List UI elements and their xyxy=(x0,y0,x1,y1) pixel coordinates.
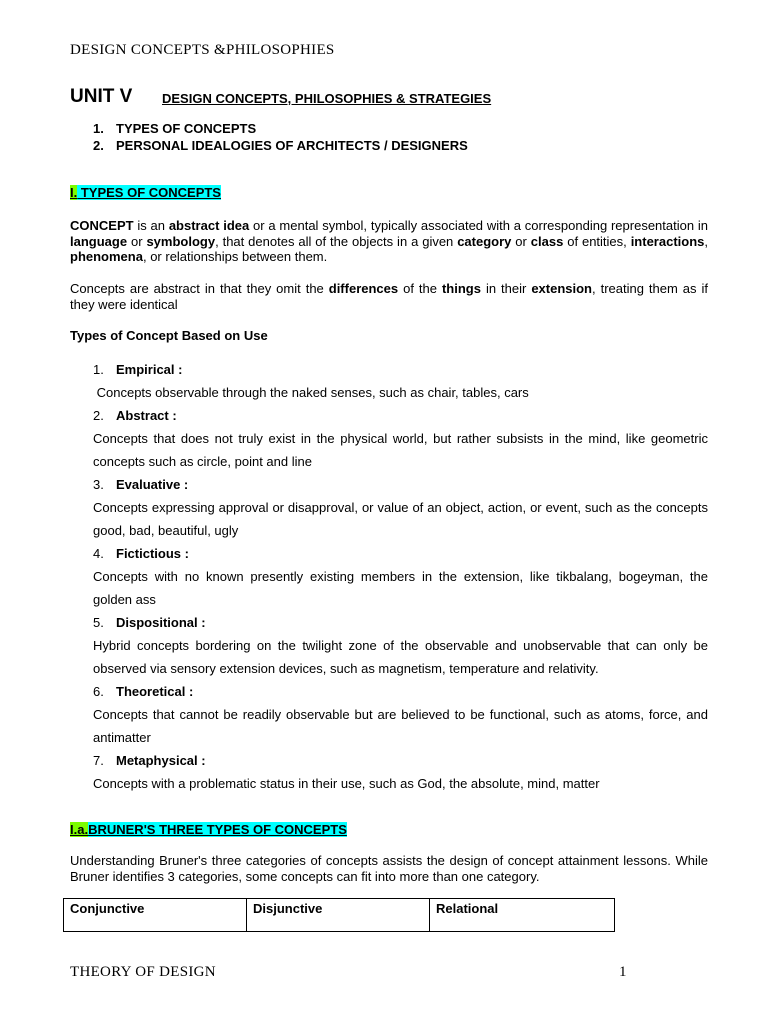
list-item-title: Empirical : xyxy=(116,362,183,377)
toc-item-text: PERSONAL IDEALOGIES OF ARCHITECTS / DESIGNERS xyxy=(116,137,468,153)
section-title: TYPES OF CONCEPTS xyxy=(77,185,221,200)
table-header-cell: Disjunctive xyxy=(247,899,430,931)
text-run: of the xyxy=(398,281,442,296)
text-run: phenomena xyxy=(70,249,143,264)
list-item-title: Fictictious : xyxy=(116,546,189,561)
list-item-heading xyxy=(93,404,708,427)
unit-title: DESIGN CONCEPTS, PHILOSOPHIES & STRATEGIES xyxy=(162,91,492,106)
text-run: symbology xyxy=(146,233,216,249)
text-run: of entities, xyxy=(563,233,631,249)
list-item-description: Hybrid concepts bordering on the twilight zone of the observable and unobservable that can only be observed via sensory extension devices, such as magnetism, temperature and relativity. xyxy=(93,638,708,676)
list-item-title: Abstract : xyxy=(116,408,177,423)
toc-item-text: TYPES OF CONCEPTS xyxy=(116,121,257,136)
bruner-table xyxy=(63,898,615,932)
text-run: Concepts are abstract in that they omit the xyxy=(70,281,329,296)
table-header-cell: Relational xyxy=(436,901,499,916)
text-run: things xyxy=(441,281,481,296)
list-item-description: Concepts expressing approval or disapproval, or value of an object, action, or event, such as the concepts good, bad, beautiful, ugly xyxy=(93,500,708,538)
list-item-title: Theoretical : xyxy=(116,684,194,699)
list-item-number: 3. xyxy=(93,477,104,492)
toc-item-number: 1. xyxy=(93,121,104,136)
text-run: class xyxy=(530,233,564,249)
toc-item xyxy=(93,121,468,138)
text-run: category xyxy=(457,233,512,249)
text-run: abstract idea xyxy=(168,218,250,233)
list-item-description: Concepts observable through the naked senses, such as chair, tables, cars xyxy=(93,385,529,400)
section-heading-bruner xyxy=(70,822,347,837)
list-item-description: Concepts that cannot be readily observable but are believed to be functional, such as atoms, force, and antimatter xyxy=(93,707,708,745)
bruner-paragraph: Understanding Bruner's three categories of concepts assists the design of concept attainment lessons. While Bruner identifies 3 categories, some concepts can fit into more than one category. xyxy=(70,853,708,884)
abstract-paragraph xyxy=(70,281,708,312)
list-item-number: 5. xyxy=(93,615,104,630)
text-run: or xyxy=(127,233,147,249)
list-item-heading xyxy=(93,358,708,381)
concept-types-list xyxy=(93,358,708,795)
section-marker: I.a. xyxy=(70,822,89,837)
text-run: , treating them as if they were identical xyxy=(70,281,708,312)
section-title: BRUNER'S THREE TYPES OF CONCEPTS xyxy=(88,822,347,837)
list-item-heading xyxy=(93,680,708,703)
list-item-heading xyxy=(93,611,708,634)
text-run: , or relationships between them. xyxy=(142,249,328,264)
list-item-number: 1. xyxy=(93,362,104,377)
list-item-number: 6. xyxy=(93,684,104,699)
text-run: language xyxy=(70,233,128,249)
list-item-title: Dispositional : xyxy=(116,615,206,630)
list-item-title: Metaphysical : xyxy=(116,753,206,768)
list-item-number: 7. xyxy=(93,753,104,768)
list-item-description: Concepts with no known presently existing members in the extension, like tikbalang, bogeyman, the golden ass xyxy=(93,569,708,607)
text-run: differences xyxy=(328,281,399,296)
text-run: extension xyxy=(531,281,592,296)
text-run: interactions xyxy=(630,233,705,249)
text-run: , that denotes all of the objects in a given xyxy=(215,233,458,249)
list-item-number: 2. xyxy=(93,408,104,423)
list-item-heading xyxy=(93,542,708,565)
table-header-cell: Conjunctive xyxy=(64,899,247,931)
list-item-heading xyxy=(93,473,708,496)
list-item-description: Concepts with a problematic status in their use, such as God, the absolute, mind, matter xyxy=(93,776,600,791)
text-run: CONCEPT xyxy=(70,218,134,233)
table-of-contents xyxy=(93,121,468,154)
text-run: , xyxy=(704,233,708,249)
section-heading-types xyxy=(70,185,221,200)
text-run: or a mental symbol, typically associated with a corresponding representation in xyxy=(249,218,709,233)
running-header: DESIGN CONCEPTS &PHILOSOPHIES xyxy=(70,42,335,58)
list-item-heading xyxy=(93,749,708,772)
unit-label: UNIT V xyxy=(70,86,133,107)
section-marker: I. xyxy=(70,185,78,200)
running-footer: THEORY OF DESIGN xyxy=(70,964,216,980)
text-run: in their xyxy=(480,281,532,296)
concept-definition-paragraph xyxy=(70,218,708,265)
page-number: 1 xyxy=(619,964,627,980)
unit-heading xyxy=(70,86,492,108)
text-run: is an xyxy=(133,218,169,233)
list-item-title: Evaluative : xyxy=(116,477,189,492)
text-run: or xyxy=(511,233,531,249)
list-item-number: 4. xyxy=(93,546,104,561)
toc-item-number: 2. xyxy=(93,137,104,153)
toc-item xyxy=(93,138,468,155)
list-item-description: Concepts that does not truly exist in the physical world, but rather subsists in the mind, like geometric concepts such as circle, point and line xyxy=(93,431,708,469)
types-subheading: Types of Concept Based on Use xyxy=(70,328,268,343)
